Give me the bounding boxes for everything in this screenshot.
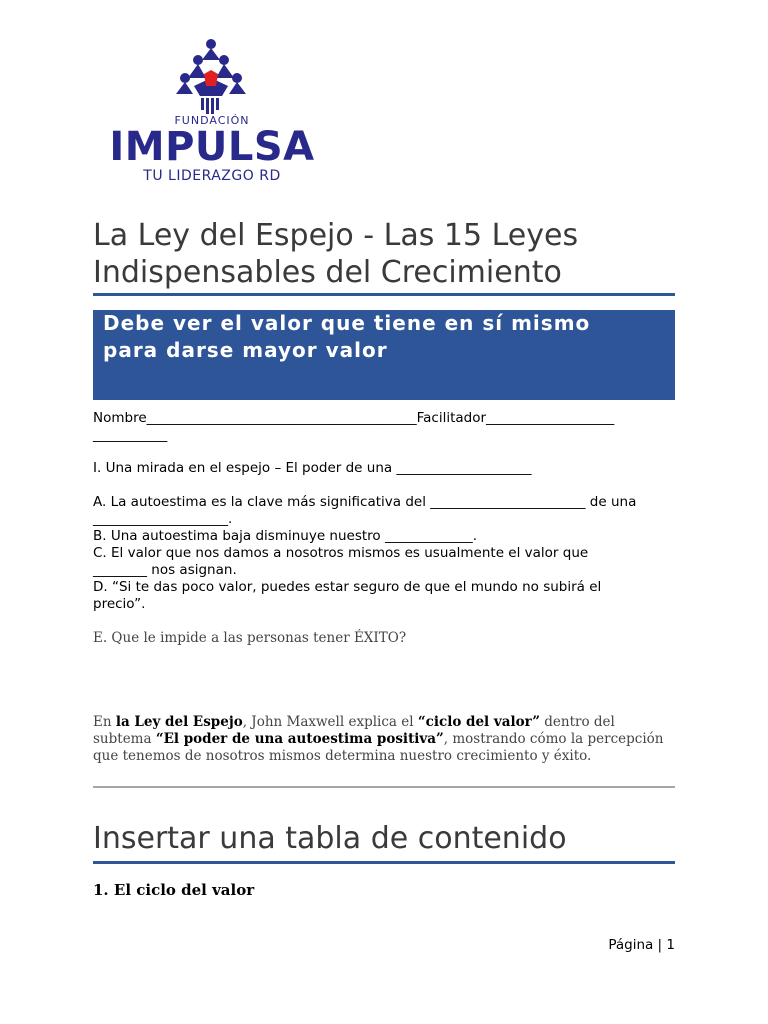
section-subheading: 1. El ciclo del valor (93, 881, 255, 899)
item-list (93, 494, 675, 613)
item-e: E. Que le impide a las personas tener ÉXITO? (93, 630, 407, 646)
logo-brand-name: IMPULSA (109, 124, 315, 170)
name-line-continuation: ___________ (93, 427, 168, 443)
horizontal-divider (93, 786, 675, 788)
item-c-line-1: C. El valor que nos damos a nosotros mismos es usualmente el valor que (93, 545, 589, 561)
document-title (93, 217, 675, 291)
logo-foundation-label: FUNDACIÓN (174, 114, 250, 127)
paragraph-part-7: , mostrando cómo la percepción que tenemos de nosotros mismos determina nuestro crecimiento y éxito. (93, 731, 664, 764)
paragraph-value-cycle: “ciclo del valor” (417, 714, 540, 730)
section-i-heading: I. Una mirada en el espejo – El poder de una ____________________ (93, 460, 532, 476)
foundation-logo-icon (176, 38, 246, 114)
toc-heading[interactable]: Insertar una tabla de contenido (93, 821, 567, 856)
logo-tagline: TU LIDERAZGO RD (143, 168, 281, 184)
intro-paragraph (93, 714, 675, 765)
item-b: B. Una autoestima baja disminuye nuestro _____________. (93, 528, 478, 544)
logo (104, 38, 324, 188)
item-d-line-2: precio”. (93, 596, 146, 612)
banner-text (103, 310, 665, 364)
title-line-1: La Ley del Espejo - Las 15 Leyes (93, 218, 579, 253)
item-a-line-1: A. La autoestima es la clave más significativa del _______________________ de una (93, 494, 637, 510)
item-c-line-2: ________ nos asignan. (93, 562, 237, 578)
name-facilitator-field[interactable] (93, 410, 675, 444)
paragraph-part-1: En (93, 714, 116, 730)
item-d-line-1: D. “Si te das poco valor, puedes estar seguro de que el mundo no subirá el (93, 579, 602, 595)
paragraph-part-3: , John Maxwell explica el (242, 714, 418, 730)
title-underline (93, 293, 675, 296)
paragraph-law-name: la Ley del Espejo (115, 714, 243, 730)
banner-line-2: para darse mayor valor (103, 338, 388, 362)
title-line-2: Indispensables del Crecimiento (93, 255, 562, 290)
page-number: Página | 1 (608, 937, 675, 953)
name-line: Nombre________________________________________Facilitador___________________ (93, 410, 615, 426)
paragraph-subtheme: “El poder de una autoestima positiva” (155, 731, 444, 747)
banner-line-1: Debe ver el valor que tiene en sí mismo (103, 311, 591, 335)
subtitle-banner (93, 310, 675, 400)
paragraph-part-5: dentro del subtema (93, 714, 615, 747)
item-a-line-2: ____________________. (93, 511, 233, 527)
toc-heading-underline (93, 861, 675, 864)
